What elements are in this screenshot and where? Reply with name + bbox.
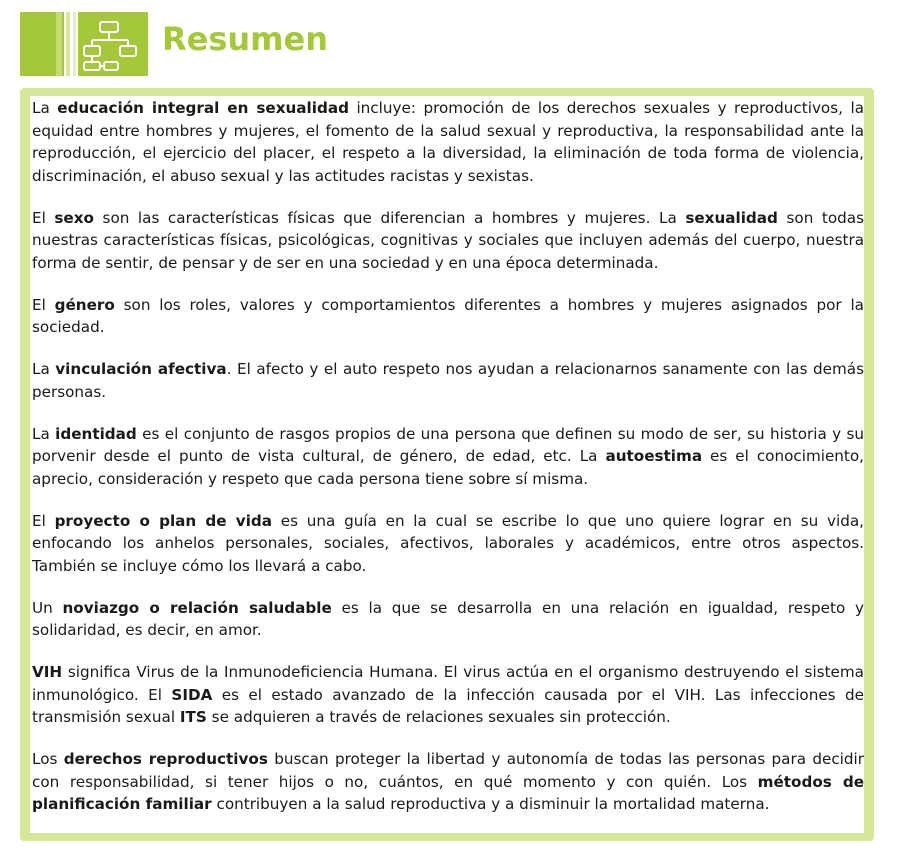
key-term: educación integral en sexualidad bbox=[57, 99, 349, 117]
summary-paragraph bbox=[32, 661, 864, 729]
paragraph-text: Los bbox=[32, 750, 64, 768]
key-term: proyecto o plan de vida bbox=[54, 511, 273, 530]
key-term: identidad bbox=[55, 424, 137, 443]
summary-paragraph bbox=[32, 510, 864, 578]
paragraph-text: Un bbox=[32, 598, 63, 617]
paragraph-text: significa Virus de la Inmunodeficiencia Humana. El virus actúa en el organismo destruyendo el sistema inmunológico. El bbox=[32, 663, 864, 704]
paragraph-text: es el conocimiento, aprecio, consideración y respeto que cada persona tiene sobre sí misma. bbox=[32, 447, 865, 488]
key-term: autoestima bbox=[605, 447, 703, 465]
paragraph-text: La bbox=[32, 424, 56, 443]
paragraph-text: La bbox=[32, 360, 56, 378]
paragraph-text: . El afecto y el auto respeto nos ayudan a relacionarnos sanamente con las demás personas. bbox=[32, 360, 864, 401]
summary-paragraph bbox=[32, 423, 864, 491]
key-term: sexo bbox=[54, 208, 94, 227]
summary-paragraph bbox=[32, 294, 864, 339]
flowchart-icon bbox=[20, 12, 148, 76]
paragraph-text: incluye: promoción de los derechos sexuales y reproductivos, la equidad entre hombres y mujeres, el fomento de la salud sexual y reproductiva, la responsabilidad ante la reproducción, el ejercicio del placer, el respeto a la diversidad, la eliminación de toda forma de violencia, discriminación, el abuso sexual y las actitudes racistas y sexistas. bbox=[32, 99, 864, 185]
section-header bbox=[20, 12, 880, 76]
key-term: derechos reproductivos bbox=[63, 750, 268, 768]
paragraph-text: La bbox=[32, 99, 58, 117]
summary-paragraph bbox=[32, 597, 864, 642]
key-term: sexualidad bbox=[685, 208, 778, 227]
summary-paragraph bbox=[32, 748, 864, 816]
key-term: vinculación afectiva bbox=[55, 360, 227, 378]
paragraph-text: es una guía en la cual se escribe lo que uno quiere lograr en su vida, enfocando los anhelos personales, sociales, afectivos, laborales y académicos, entre otros aspectos. También se incluye cómo los llevará a cabo. bbox=[32, 511, 864, 575]
key-term: VIH bbox=[32, 663, 63, 681]
paragraph-text: contribuyen a la salud reproductiva y a disminuir la mortalidad materna. bbox=[211, 795, 770, 813]
summary-paragraph bbox=[32, 358, 864, 403]
paragraph-text: se adquieren a través de relaciones sexuales sin protección. bbox=[206, 708, 671, 726]
key-term: métodos de planificación familiar bbox=[32, 772, 865, 813]
summary-content bbox=[32, 97, 864, 835]
paragraph-text: son las características físicas que diferencian a hombres y mujeres. La bbox=[93, 208, 686, 227]
paragraph-text: El bbox=[32, 295, 55, 314]
key-term: SIDA bbox=[171, 685, 213, 704]
paragraph-text: es la que se desarrolla en una relación en igualdad, respeto y solidaridad, es decir, en amor. bbox=[32, 598, 864, 639]
summary-paragraph bbox=[32, 97, 864, 187]
paragraph-text: es el conjunto de rasgos propios de una persona que definen su modo de ser, su historia y su porvenir desde el punto de vista cultural, de género, de edad, etc. La bbox=[32, 424, 864, 465]
paragraph-text: buscan proteger la libertad y autonomía de todas las personas para decidir con responsabilidad, si tener hijos o no, cuántos, en qué momento y con quién. Los bbox=[32, 750, 864, 791]
paragraph-text: son los roles, valores y comportamientos diferentes a hombres y mujeres asignados por la sociedad. bbox=[32, 295, 864, 336]
summary-paragraph bbox=[32, 207, 864, 275]
key-term: noviazgo o relación saludable bbox=[62, 598, 332, 617]
paragraph-text: El bbox=[32, 208, 55, 227]
paragraph-text: son todas nuestras características físicas, psicológicas, cognitivas y sociales que incluyen además del cuerpo, nuestra forma de sentir, de pensar y de ser en una sociedad y en una época determinada. bbox=[32, 208, 864, 272]
key-term: ITS bbox=[179, 708, 207, 726]
key-term: género bbox=[54, 295, 115, 314]
paragraph-text: es el estado avanzado de la infección causada por el VIH. Las infecciones de transmisión sexual bbox=[32, 685, 864, 726]
page-title: Resumen bbox=[162, 20, 328, 58]
paragraph-text: El bbox=[32, 511, 55, 530]
